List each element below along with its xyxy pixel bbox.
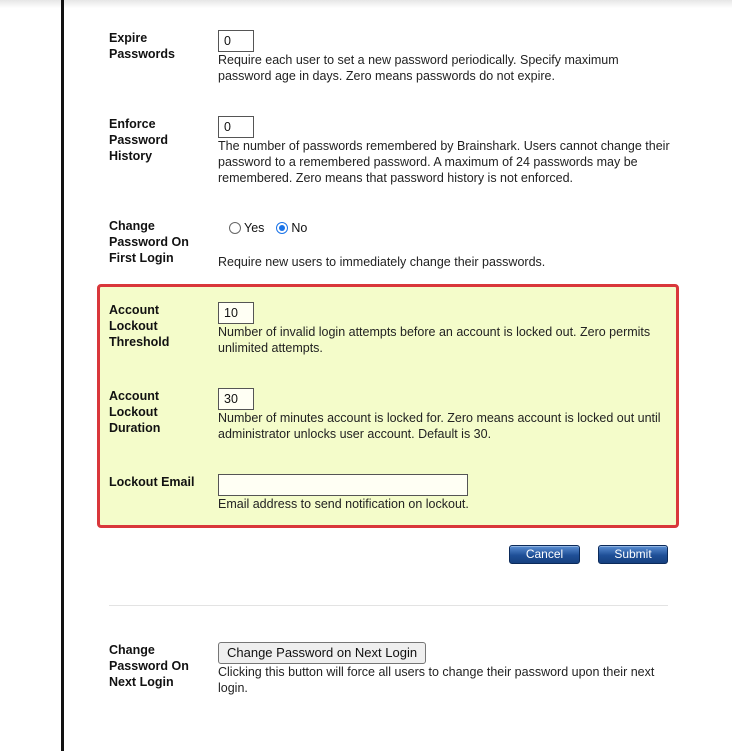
- radio-no-label: No: [291, 221, 308, 235]
- change-next-login-label: Change Password On Next Login: [109, 643, 189, 689]
- lockout-duration-description: Number of minutes account is locked for. Zero means account is locked out until administrator unlocks user account. Default is 30.: [218, 411, 661, 441]
- left-border: [61, 0, 64, 751]
- change-next-login-description: Clicking this button will force all users to change their password upon their next login.: [218, 665, 655, 695]
- lockout-threshold-input[interactable]: [218, 302, 254, 324]
- change-first-login-description: Require new users to immediately change their passwords.: [218, 255, 546, 269]
- change-first-login-radio-group: [229, 221, 319, 235]
- lockout-duration-input[interactable]: [218, 388, 254, 410]
- enforce-history-input[interactable]: [218, 116, 254, 138]
- lockout-threshold-label: Account Lockout Threshold: [109, 303, 170, 349]
- change-password-next-login-button[interactable]: Change Password on Next Login: [218, 642, 426, 664]
- section-divider: [109, 605, 668, 606]
- lockout-duration-label: Account Lockout Duration: [109, 389, 161, 435]
- radio-yes[interactable]: [229, 222, 241, 234]
- cancel-button[interactable]: Cancel: [509, 545, 580, 564]
- submit-button[interactable]: Submit: [598, 545, 668, 564]
- expire-passwords-label: Expire Passwords: [109, 31, 176, 61]
- top-shadow: [0, 0, 732, 8]
- lockout-email-input[interactable]: [218, 474, 468, 496]
- change-first-login-label: Change Password On First Login: [109, 219, 189, 265]
- radio-yes-label: Yes: [244, 221, 265, 235]
- expire-passwords-description: Require each user to set a new password periodically. Specify maximum password age in days. Zero means passwords do not expire.: [218, 53, 619, 83]
- lockout-email-label: Lockout Email: [109, 475, 195, 489]
- lockout-email-description: Email address to send notification on lockout.: [218, 497, 469, 511]
- expire-passwords-input[interactable]: [218, 30, 254, 52]
- lockout-threshold-description: Number of invalid login attempts before an account is locked out. Zero permits unlimited attempts.: [218, 325, 651, 355]
- radio-no[interactable]: [276, 222, 288, 234]
- enforce-history-label: Enforce Password History: [109, 117, 169, 163]
- enforce-history-description: The number of passwords remembered by Brainshark. Users cannot change their password to a remembered password. A maximum of 24 passwords may be remembered. Zero means that password history is not enforced.: [218, 139, 670, 185]
